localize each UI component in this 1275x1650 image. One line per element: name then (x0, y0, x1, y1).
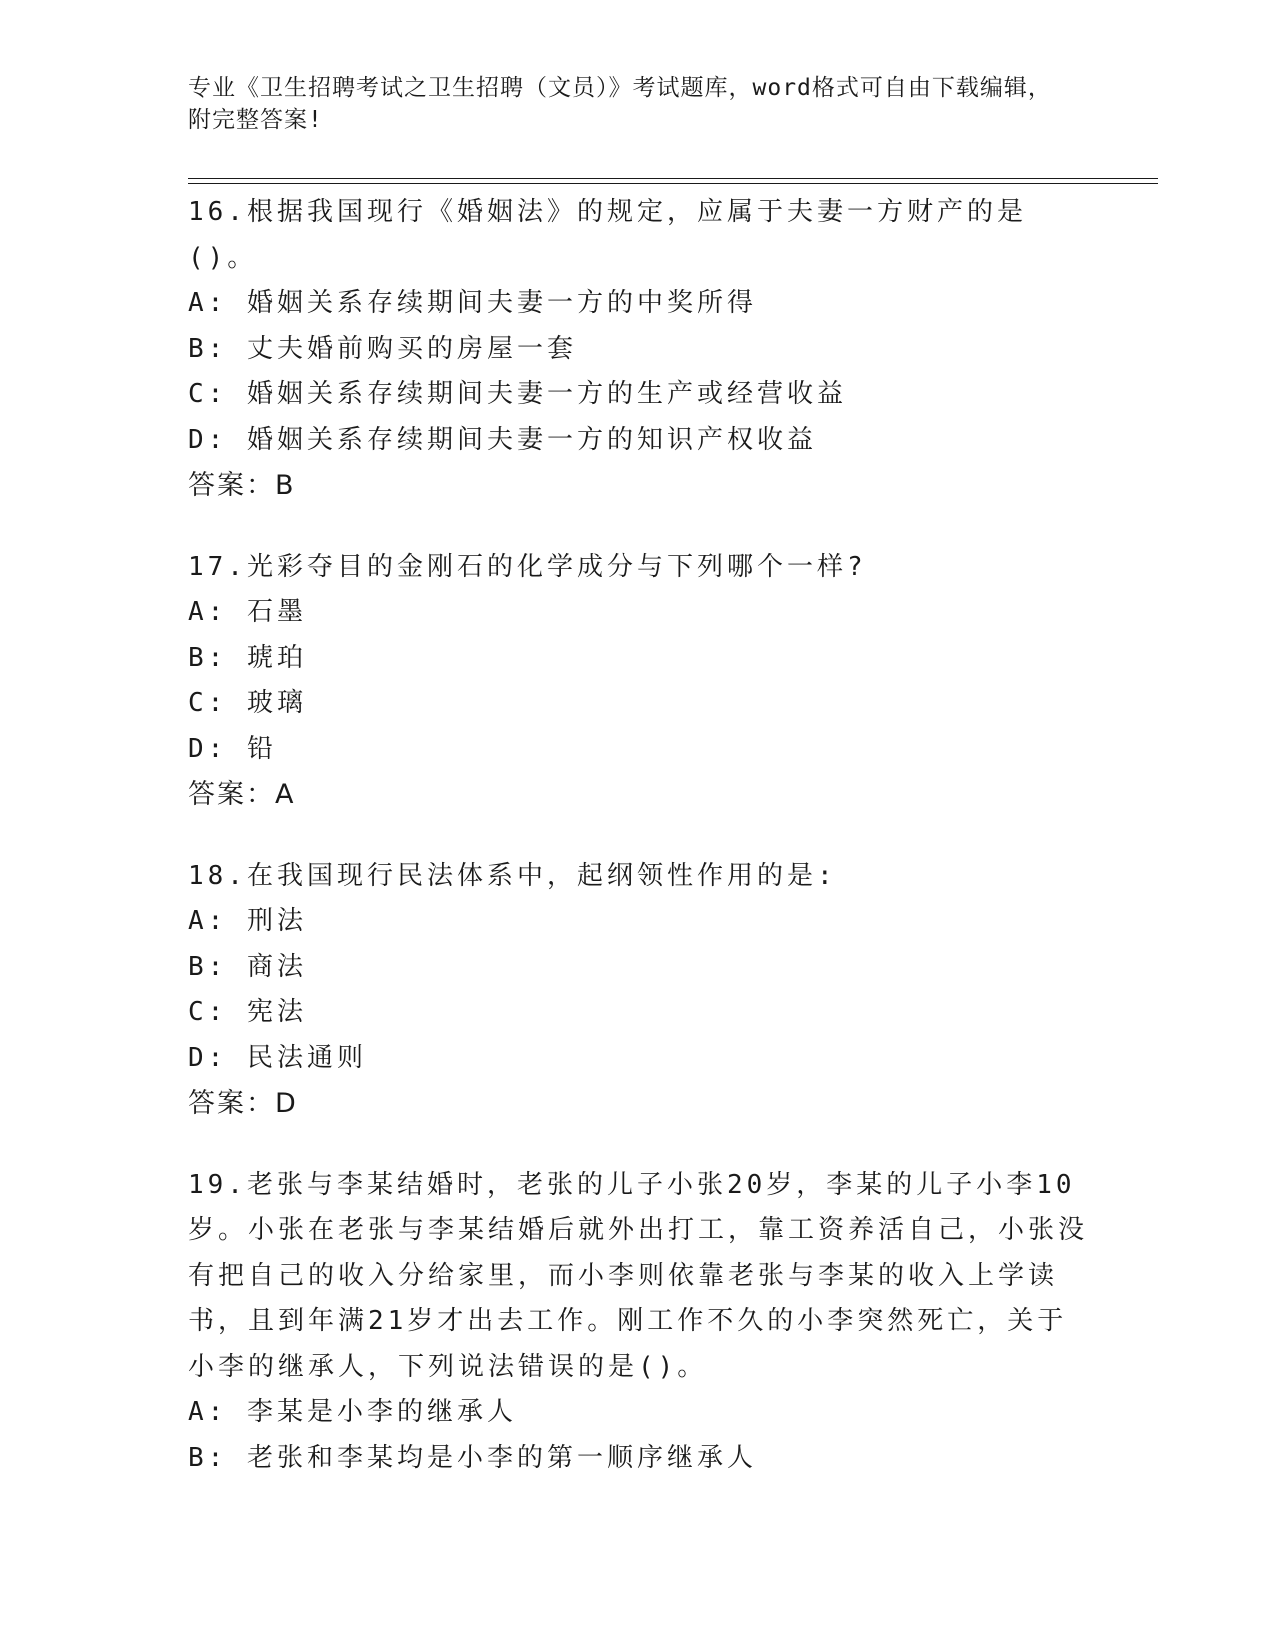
option-d: D: 民法通则 (188, 1042, 367, 1073)
question-stem: 19.老张与李某结婚时，老张的儿子小张20岁，李某的儿子小李10岁。小张在老张与李某结婚后就外出打工，靠工资养活自己，小张没有把自己的收入分给家里，而小李则依靠老张与李某的收入上学读书，且到年满21岁才出去工作。刚工作不久的小李突然死亡，关于小李的继承人，下列说法错误的是()。 (188, 1169, 1089, 1382)
option-a: A: 石墨 (188, 597, 307, 627)
question-18 (188, 854, 1088, 1127)
option-c: C: 婚姻关系存续期间夫妻一方的生产或经营收益 (188, 379, 847, 409)
question-list (188, 190, 1088, 1517)
header-divider (188, 178, 1158, 179)
question-stem: 18.在我国现行民法体系中，起纲领性作用的是: (188, 860, 837, 891)
option-c: C: 玻璃 (188, 688, 307, 718)
question-stem: 17.光彩夺目的金刚石的化学成分与下列哪个一样? (188, 551, 867, 582)
option-a: A: 李某是小李的继承人 (188, 1397, 517, 1427)
answer-line: 答案：B (188, 470, 296, 501)
option-b: B: 丈夫婚前购买的房屋一套 (188, 333, 577, 364)
question-16 (188, 190, 1088, 509)
question-stem: 16.根据我国现行《婚姻法》的规定，应属于夫妻一方财产的是()。 (188, 197, 1027, 273)
option-b: B: 琥珀 (188, 642, 307, 673)
option-b: B: 老张和李某均是小李的第一顺序继承人 (188, 1442, 757, 1473)
question-19 (188, 1163, 1088, 1482)
option-d: D: 铅 (188, 733, 277, 764)
answer-line: 答案：A (188, 779, 296, 810)
option-d: D: 婚姻关系存续期间夫妻一方的知识产权收益 (188, 424, 817, 455)
question-17 (188, 545, 1088, 818)
option-b: B: 商法 (188, 951, 307, 982)
header-divider-second (188, 183, 1158, 184)
document-header: 专业《卫生招聘考试之卫生招聘（文员）》考试题库，word格式可自由下载编辑，附完整答案! (188, 75, 1052, 133)
option-a: A: 刑法 (188, 906, 307, 936)
option-c: C: 宪法 (188, 997, 307, 1027)
answer-line: 答案：D (188, 1088, 298, 1119)
option-a: A: 婚姻关系存续期间夫妻一方的中奖所得 (188, 288, 757, 318)
